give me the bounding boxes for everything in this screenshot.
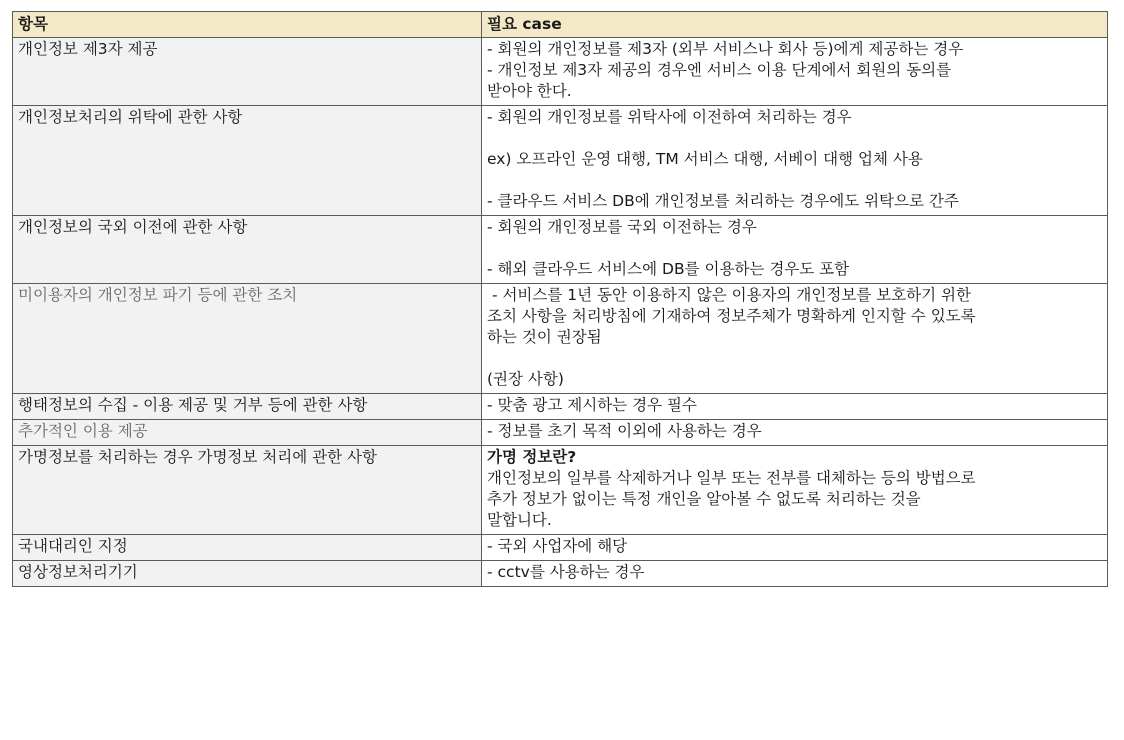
case-line: - cctv를 사용하는 경우 [487,563,645,581]
item-cell: 추가적인 이용 제공 [13,420,482,446]
case-line: - 개인정보 제3자 제공의 경우엔 서비스 이용 단계에서 회원의 동의를 [487,61,952,79]
table-row [13,216,1108,284]
table-row [13,106,1108,216]
case-line: - 맞춤 광고 제시하는 경우 필수 [487,396,697,414]
case-line: - 회원의 개인정보를 국외 이전하는 경우 [487,218,757,236]
privacy-policy-table [12,11,1108,587]
case-cell [482,38,1108,106]
item-cell: 가명정보를 처리하는 경우 가명정보 처리에 관한 사항 [13,446,482,535]
item-cell: 행태정보의 수집 - 이용 제공 및 거부 등에 관한 사항 [13,394,482,420]
case-line: - 서비스를 1년 동안 이용하지 않은 이용자의 개인정보를 보호하기 위한 [487,286,971,304]
case-line [487,238,1102,259]
case-line: - 회원의 개인정보를 위탁사에 이전하여 처리하는 경우 [487,108,852,126]
case-line: - 해외 클라우드 서비스에 DB를 이용하는 경우도 포함 [487,260,850,278]
case-line: - 회원의 개인정보를 제3자 (외부 서비스나 회사 등)에게 제공하는 경우 [487,40,964,58]
case-heading: 가명 정보란? [487,448,577,466]
item-cell: 국내대리인 지정 [13,535,482,561]
case-line [487,170,1102,191]
case-line: - 정보를 초기 목적 이외에 사용하는 경우 [487,422,762,440]
case-cell [482,420,1108,446]
table-body [13,38,1108,587]
table-row [13,38,1108,106]
case-line: 말합니다. [487,511,552,529]
header-case: 필요 case [482,12,1108,38]
item-cell: 영상정보처리기기 [13,561,482,587]
table-row [13,535,1108,561]
item-cell: 개인정보처리의 위탁에 관한 사항 [13,106,482,216]
item-cell: 개인정보의 국외 이전에 관한 사항 [13,216,482,284]
case-cell [482,216,1108,284]
case-line [487,348,1102,369]
table-row [13,284,1108,394]
case-cell [482,284,1108,394]
table-header-row [13,12,1108,38]
case-line [487,128,1102,149]
case-line: 하는 것이 권장됨 [487,328,602,346]
table-row [13,561,1108,587]
case-line: - 클라우드 서비스 DB에 개인정보를 처리하는 경우에도 위탁으로 간주 [487,192,959,210]
case-line: 받아야 한다. [487,82,572,100]
case-cell [482,535,1108,561]
case-line: 추가 정보가 없이는 특정 개인을 알아볼 수 없도록 처리하는 것을 [487,490,921,508]
case-cell [482,106,1108,216]
item-cell: 개인정보 제3자 제공 [13,38,482,106]
case-line: 조치 사항을 처리방침에 기재하여 정보주체가 명확하게 인지할 수 있도록 [487,307,976,325]
case-line: - 국외 사업자에 해당 [487,537,628,555]
table-row [13,394,1108,420]
case-line: ex) 오프라인 운영 대행, TM 서비스 대행, 서베이 대행 업체 사용 [487,150,923,168]
case-cell [482,446,1108,535]
case-cell [482,561,1108,587]
item-cell: 미이용자의 개인정보 파기 등에 관한 조치 [13,284,482,394]
case-line: 개인정보의 일부를 삭제하거나 일부 또는 전부를 대체하는 등의 방법으로 [487,469,976,487]
header-item: 항목 [13,12,482,38]
case-line: (권장 사항) [487,370,564,388]
case-cell [482,394,1108,420]
table-row [13,446,1108,535]
table-row [13,420,1108,446]
